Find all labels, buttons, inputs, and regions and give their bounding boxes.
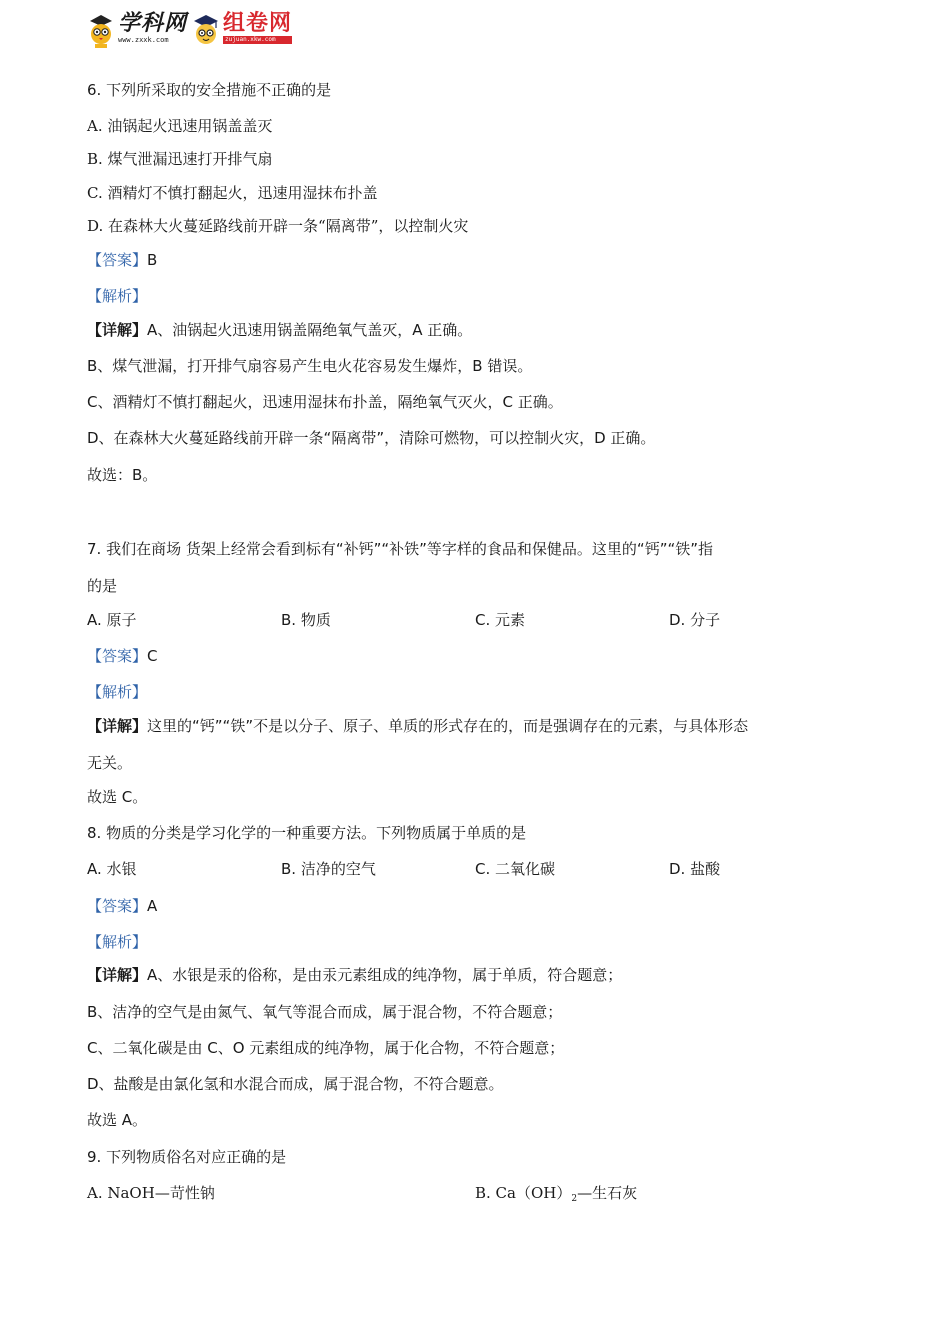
zxxk-logo (86, 12, 187, 50)
q8-option-d: D. 盐酸 (669, 860, 721, 878)
zxxk-logo-text: 学科网 (118, 11, 188, 36)
q8-option-b: B. 洁净的空气 (281, 860, 376, 878)
q6-option-b: B. 煤气泄漏迅速打开排气扇 (87, 150, 273, 168)
q8-option-c: C. 二氧化碳 (475, 860, 556, 878)
q8-detail-d: D、盐酸是由氯化氢和水混合而成，属于混合物，不符合题意。 (87, 1075, 504, 1093)
q9-option-a: A. NaOH—苛性钠 (87, 1184, 215, 1202)
q6-option-d: D. 在森林大火蔓延路线前开辟一条“隔离带”，以控制火灾 (87, 217, 469, 235)
q7-detail-line2: 无关。 (87, 754, 133, 772)
q6-detail-b: B、煤气泄漏，打开排气扇容易产生电火花容易发生爆炸，B 错误。 (87, 357, 533, 375)
q8-analysis-tag (87, 932, 147, 952)
q7-option-c: C. 元素 (475, 611, 526, 629)
q7-stem-line1: 7. 我们在商场 货架上经常会看到标有“补钙”“补铁”等字样的食品和保健品。这里的“钙”“铁”指 (87, 540, 714, 558)
q9-stem: 9. 下列物质俗名对应正确的是 (87, 1148, 287, 1166)
q6-detail-d: D、在森林大火蔓延路线前开辟一条“隔离带”，清除可燃物，可以控制火灾，D 正确。 (87, 429, 656, 447)
q8-detail-a (87, 965, 622, 985)
detail-tag: 【详解】 (87, 321, 148, 339)
q9-option-b (475, 1183, 637, 1209)
q8-answer (87, 896, 157, 916)
detail-text: A、水银是汞的俗称，是由汞元素组成的纯净物，属于单质，符合题意； (147, 966, 623, 984)
q7-answer (87, 646, 158, 666)
q6-option-c: C. 酒精灯不慎打翻起火，迅速用湿抹布扑盖 (87, 184, 378, 202)
graduate-mascot-icon (191, 12, 221, 50)
analysis-tag: 【解析】 (87, 683, 148, 701)
q6-option-a: A. 油锅起火迅速用锅盖盖灭 (87, 117, 273, 135)
q8-stem: 8. 物质的分类是学习化学的一种重要方法。下列物质属于单质的是 (87, 824, 527, 842)
q6-detail-c: C、酒精灯不慎打翻起火，迅速用湿抹布扑盖，隔绝氧气灭火，C 正确。 (87, 393, 563, 411)
q7-conclusion: 故选 C。 (87, 788, 148, 806)
q7-option-d: D. 分子 (669, 611, 721, 629)
q7-detail-line1 (87, 716, 748, 736)
answer-value: A (147, 897, 158, 915)
answer-tag: 【答案】 (87, 647, 148, 665)
q8-option-a: A. 水银 (87, 860, 137, 878)
q9-option-b-name: —生石灰 (577, 1184, 638, 1202)
q7-stem-line2: 的是 (87, 577, 118, 595)
zujuan-logo (191, 12, 292, 50)
q9-option-b-subscript: 2 (571, 1194, 578, 1204)
detail-tag: 【详解】 (87, 966, 148, 984)
analysis-tag: 【解析】 (87, 933, 148, 951)
q6-conclusion: 故选：B。 (87, 466, 158, 484)
detail-text: 这里的“钙”“铁”不是以分子、原子、单质的形式存在的，而是强调存在的元素，与具体形态 (147, 717, 749, 735)
detail-tag: 【详解】 (87, 717, 148, 735)
q8-conclusion: 故选 A。 (87, 1111, 148, 1129)
q6-stem: 6. 下列所采取的安全措施不正确的是 (87, 81, 332, 99)
q6-analysis-tag (87, 286, 147, 306)
answer-value: C (147, 647, 158, 665)
zujuan-logo-text: 组卷网 (223, 11, 293, 36)
analysis-tag: 【解析】 (87, 287, 148, 305)
owl-mascot-icon (86, 12, 116, 50)
q7-option-b: B. 物质 (281, 611, 331, 629)
q6-answer (87, 250, 157, 270)
answer-tag: 【答案】 (87, 897, 148, 915)
q9-option-b-formula: B. Ca（OH） (475, 1184, 572, 1202)
q8-detail-c: C、二氧化碳是由 C、O 元素组成的纯净物，属于化合物，不符合题意； (87, 1039, 565, 1057)
zujuan-logo-url: zujuan.xkw.com (223, 36, 292, 44)
zxxk-logo-url: www.zxxk.com (118, 36, 169, 44)
q7-option-a: A. 原子 (87, 611, 137, 629)
detail-text: A、油锅起火迅速用锅盖隔绝氧气盖灭，A 正确。 (147, 321, 473, 339)
q8-detail-b: B、洁净的空气是由氮气、氧气等混合而成，属于混合物，不符合题意； (87, 1003, 563, 1021)
header-logos (86, 12, 296, 54)
answer-tag: 【答案】 (87, 251, 148, 269)
q6-detail-a (87, 320, 472, 340)
answer-value: B (147, 251, 158, 269)
q7-analysis-tag (87, 682, 147, 702)
